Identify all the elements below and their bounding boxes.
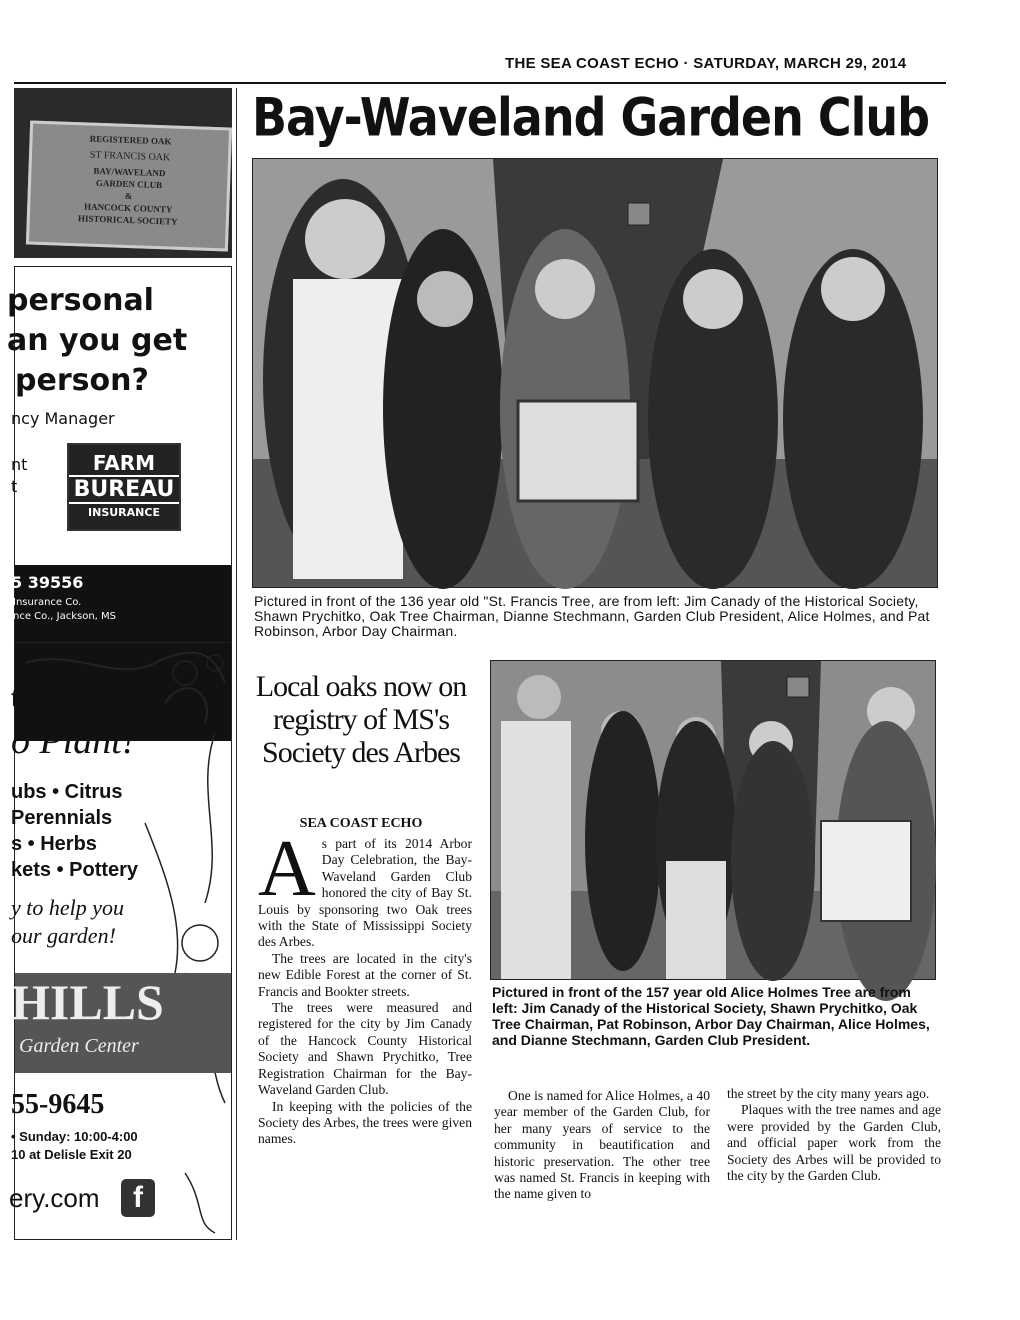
plaque-line: & — [124, 190, 133, 202]
article-paragraph: the street by the city many years ago. — [727, 1086, 930, 1101]
article-paragraph: One is named for Alice Holmes, a 40 year member of the Garden Club, for her many years of service to the community in beautification and historic preservation. The other tree was named St. Francis in keeping with the name given to — [494, 1088, 710, 1202]
ad-line: nce Co., Jackson, MS — [13, 611, 116, 622]
byline: SEA COAST ECHO — [299, 816, 423, 831]
ad-line: y to help you — [11, 895, 125, 920]
ad-line: time... — [11, 683, 82, 713]
ad-website: ery.com — [9, 1183, 100, 1213]
photo-caption-2: Pictured in front of the 157 year old Alice Holmes Tree are from left: Jim Canady of the Historical Society, Shawn Prychitko, Oak Tree Chairman, Pat Robinson, Arbor Day Chairman, Alice Holmes, and Dianne Stechmann, Garden Club President. — [492, 984, 930, 1048]
plaque-line: ST FRANCIS OAK — [89, 149, 171, 164]
photo-art — [491, 661, 935, 979]
ad-line: person? — [15, 363, 149, 398]
left-ad-column — [7, 88, 232, 1240]
ad-location: 10 at Delisle Exit 20 — [11, 1147, 132, 1162]
ad-line: our garden! — [11, 923, 116, 948]
article-paragraph: In keeping with the policies of the Society des Arbes, the trees were given names. — [258, 1098, 472, 1147]
ad-line: t — [11, 477, 18, 496]
insurance-ad — [7, 266, 232, 650]
logo-text: FARM — [92, 451, 156, 475]
garden-center-name: Garden Center — [19, 1035, 139, 1057]
garden-center-name: HILLS — [11, 974, 164, 1030]
ad-tagline: Get Real Auto • Home • Life — [53, 535, 196, 545]
ad-line: nt — [11, 455, 28, 474]
drop-cap: A — [258, 825, 316, 913]
headline: Bay-Waveland Garden Club — [252, 86, 930, 149]
plaque-line: HISTORICAL SOCIETY — [77, 213, 178, 227]
ad-line: personal — [7, 283, 154, 318]
photo-alice-holmes-tree — [490, 660, 936, 980]
subheadline: Local oaks now on registry of MS's Society des Arbes — [255, 670, 467, 769]
article-paragraph: s part of its 2014 Arbor Day Celebration, the Bay-Waveland Garden Club honored the city of Bay St. Louis by sponsoring two Oak trees with the State of Mississippi Society des Arbes. — [258, 836, 472, 950]
photo-st-francis-tree — [252, 158, 938, 588]
ad-line: kets • Pottery — [11, 859, 139, 881]
ad-line: ubs • Citrus — [11, 781, 123, 803]
ad-phone: 55-9645 — [11, 1089, 105, 1120]
plaque-photo — [14, 88, 232, 258]
article-column-3 — [727, 1086, 941, 1184]
logo-text: BUREAU — [69, 475, 179, 504]
plaque-line: HANCOCK COUNTY — [83, 201, 173, 215]
facebook-icon: f — [121, 1179, 155, 1217]
ad-zip: 5 39556 — [11, 573, 84, 592]
article-paragraph: The trees are located in the city's new Edible Forest at the corner of St. Francis and Bookter streets. — [258, 950, 472, 999]
article-column-1 — [258, 825, 472, 1148]
article-column-2 — [494, 1088, 710, 1203]
masthead-rule — [14, 82, 946, 84]
photo-art — [253, 159, 937, 587]
plaque — [26, 121, 232, 252]
ad-line: an you get — [7, 323, 188, 358]
ad-line: o Plant! — [11, 720, 135, 762]
garden-center-ad — [9, 642, 232, 1240]
ad-hours: • Sunday: 10:00-4:00 — [11, 1129, 138, 1144]
ad-line: ncy Manager — [11, 409, 115, 428]
masthead: THE SEA COAST ECHO · SATURDAY, MARCH 29, 2014 — [505, 55, 907, 72]
ad-line: s • Herbs — [11, 833, 97, 855]
logo-text: INSURANCE — [88, 506, 160, 519]
photo-caption-1: Pictured in front of the 136 year old "St. Francis Tree, are from left: Jim Canady of the Historical Society, Shawn Prychitko, Oak Tree Chairman, Dianne Stechmann, Garden Club President, Alice Holmes, and Pat Robinson, Arbor Day Chairman. — [254, 593, 930, 639]
ad-line: Perennials — [11, 807, 113, 829]
column-rule — [236, 88, 237, 1240]
article-paragraph: The trees were measured and registered for the city by Jim Canady of the Hancock County Historical Society and Shawn Prychitko, Tree Registration Chairman for the Bay-Waveland Garden Club. — [258, 1000, 472, 1098]
farm-bureau-logo — [67, 443, 181, 531]
plaque-line: GARDEN CLUB — [95, 177, 163, 191]
article-paragraph: Plaques with the tree names and age were provided by the Garden Club, and official paper work from the Society des Arbes will be provided to the city by the Garden Club. — [727, 1102, 941, 1184]
plaque-line: REGISTERED OAK — [89, 133, 172, 147]
plaque-line: BAY/WAVELAND — [93, 165, 166, 179]
ad-line: Insurance Co. — [13, 597, 82, 608]
